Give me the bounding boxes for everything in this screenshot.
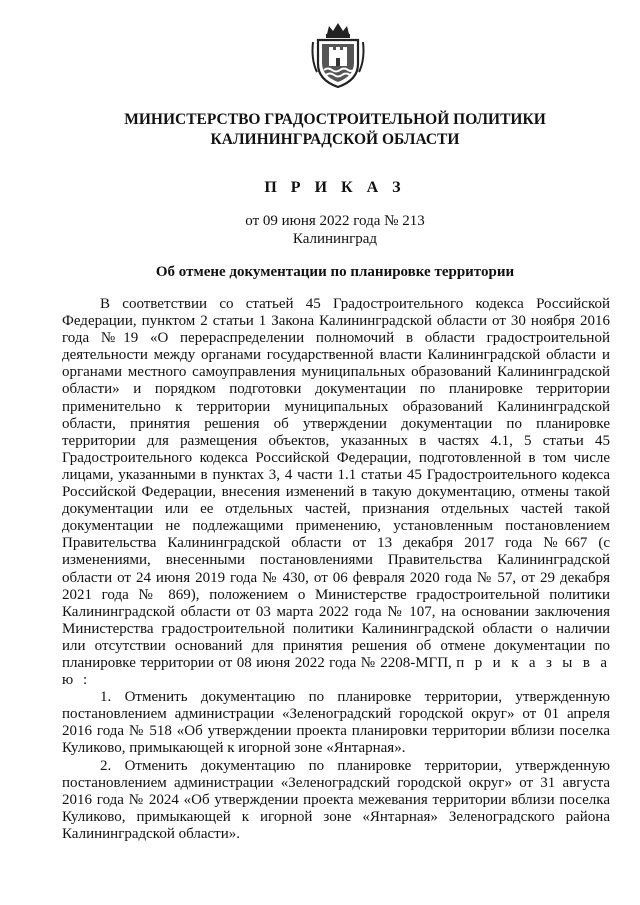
ministry-name-line1: МИНИСТЕРСТВО ГРАДОСТРОИТЕЛЬНОЙ ПОЛИТИКИ [124,111,546,128]
preamble-text: В соответствии со статьей 45 Градостроительного кодекса Российской Федерации, пунктом 2 статьи 1 Закона Калининградской области от 30 ноября 2016 года №19 «О перераспределении полномочий в области градостроительной деятельности между органами государственной власти Калининградской области и органами местного самоуправления муниципальных образований Калининградской области» и порядком подготовки документации по планировке территории применительно к территории муниципальных образований Калининградской области, принятия решения об утверждении документации по планировке территории для размещения объектов, указанных в частях 4.1, 5 статьи 45 Градостроительного кодекса Российской Федерации, подготовленной в том числе лицами, указанными в пунктах 3, 4 части 1.1 статьи 45 Градостроительного кодекса Российской Федерации, внесения изменений в такую документацию, отмены такой документации или ее отдельных частей, признания отдельных частей такой документации не подлежащими применению, установленным постановлением Правительства Калининградской области от 13 декабря 2017 года №667 (с изменениями, внесенными постановлениями Правительства Калининградской области от 24 июня 2019 года № 430, от 06 февраля 2020 года № 57, от 29 декабря 2021 года № 869), положением о Министерстве градостроительной политики Калининградской области от 03 марта 2022 года № 107, на основании заключения Министерства градостроительной политики Калининградской области о наличии или отсутствии оснований для принятия решения об отмене документации по планировке территории от 08 июня 2022 года № 2208-МГП, [62,296,610,671]
order-item-1: 1. Отменить документацию по планировке территории, утвержденную постановлением администрации «Зеленоградский городской округ» от 01 апреля 2016 года № 518 «Об утверждении проекта планировки территории вблизи поселка Куликово, примыкающей к игорной зоне «Янтарная». [62,689,610,757]
decree-word: п р и к а з ы в а ю : [62,654,611,689]
issue-city: Калининград [292,231,378,247]
order-date-number: от 09 июня 2022 года № 213 [245,213,425,229]
coat-of-arms-icon [309,20,367,90]
order-item-2: 2. Отменить документацию по планировке территории, утвержденную постановлением администрации «Зеленоградский городской округ» от 31 августа 2016 года № 2024 «Об утверждении проекта межевания территории вблизи поселка Куликово, примыкающей к игорной зоне «Янтарная» Зеленоградского района Калининградской области». [62,757,610,842]
preamble-paragraph [62,296,610,689]
ministry-name-line2: КАЛИНИНГРАДСКОЙ ОБЛАСТИ [210,131,460,148]
document-type-title: П Р И К А З [264,179,406,196]
order-subject: Об отмене документации по планировке территории [155,264,515,280]
order-body [62,296,610,843]
